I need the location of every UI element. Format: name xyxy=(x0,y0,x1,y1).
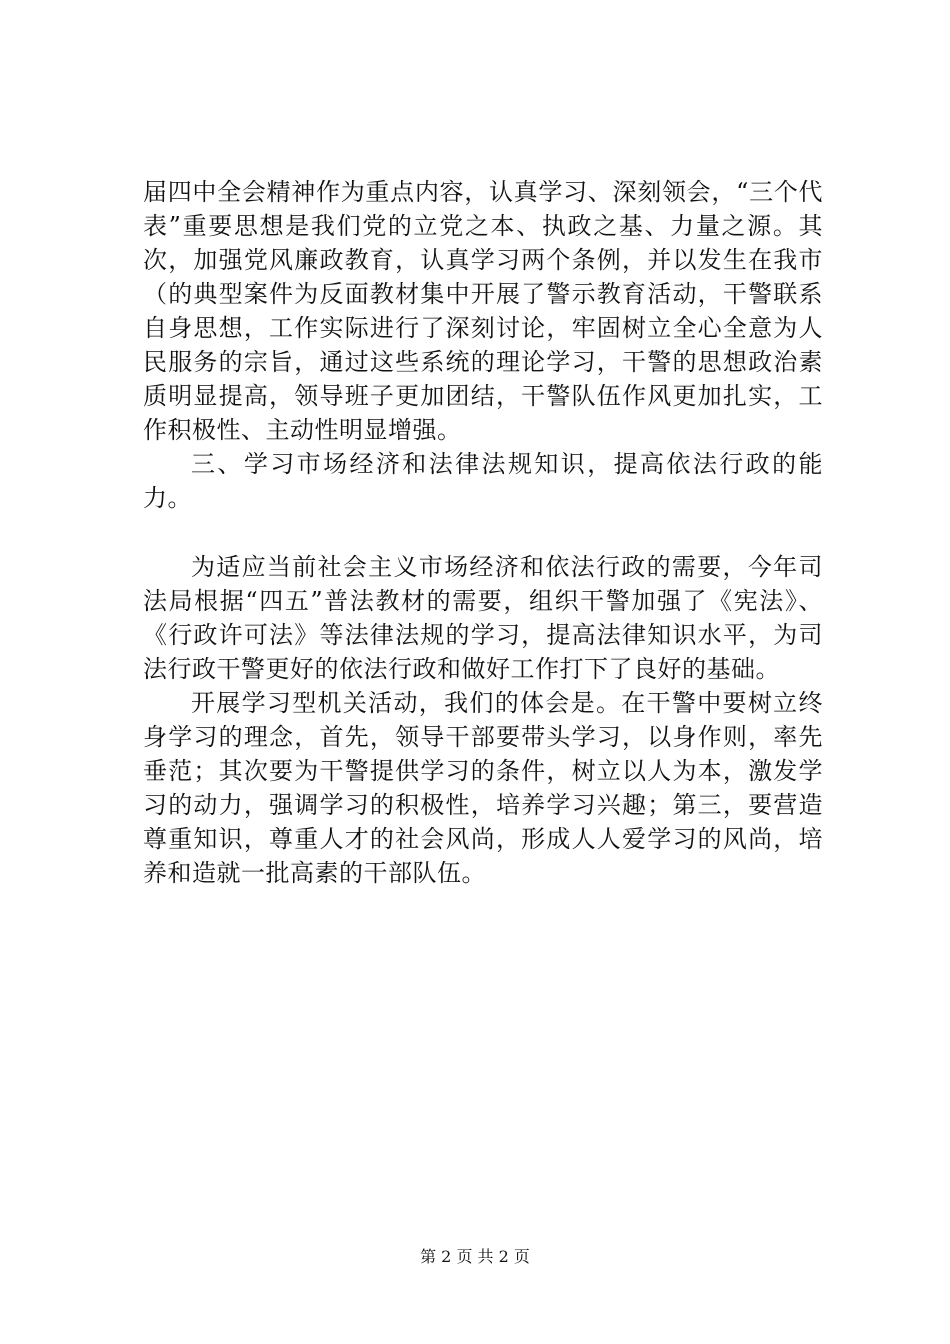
paragraph-continuation: 届四中全会精神作为重点内容，认真学习、深刻领会，“三个代表”重要思想是我们党的立党之本、执政之基、力量之源。其次，加强党风廉政教育，认真学习两个条例，并以发生在我市（的典型案件为反面教材集中开展了警示教育活动，干警联系自身思想，工作实际进行了深刻讨论，牢固树立全心全意为人民服务的宗旨，通过这些系统的理论学习，干警的思想政治素质明显提高，领导班子更加团结，干警队伍作风更加扎实，工作积极性、主动性明显增强。 xyxy=(143,178,823,444)
page-footer: 第 2 页 共 2 页 xyxy=(420,1247,530,1266)
section-heading: 三、学习市场经济和法律法规知识，提高依法行政的能力。 xyxy=(143,450,823,512)
paragraph-learning-experience: 开展学习型机关活动，我们的体会是。在干警中要树立终身学习的理念，首先，领导干部要带头学习，以身作则，率先垂范；其次要为干警提供学习的条件，树立以人为本，激发学习的动力，强调学习的积极性，培养学习兴趣；第三，要营造尊重知识，尊重人才的社会风尚，形成人人爱学习的风尚，培养和造就一批高素的干部队伍。 xyxy=(143,689,823,887)
paragraph-gap xyxy=(143,515,823,550)
paragraph-legal-study: 为适应当前社会主义市场经济和依法行政的需要，今年司法局根据“四五”普法教材的需要，组织干警加强了《宪法》、《行政许可法》等法律法规的学习，提高法律知识水平，为司法行政干警更好的依法行政和做好工作打下了良好的基础。 xyxy=(143,553,823,683)
document-body xyxy=(143,175,823,890)
